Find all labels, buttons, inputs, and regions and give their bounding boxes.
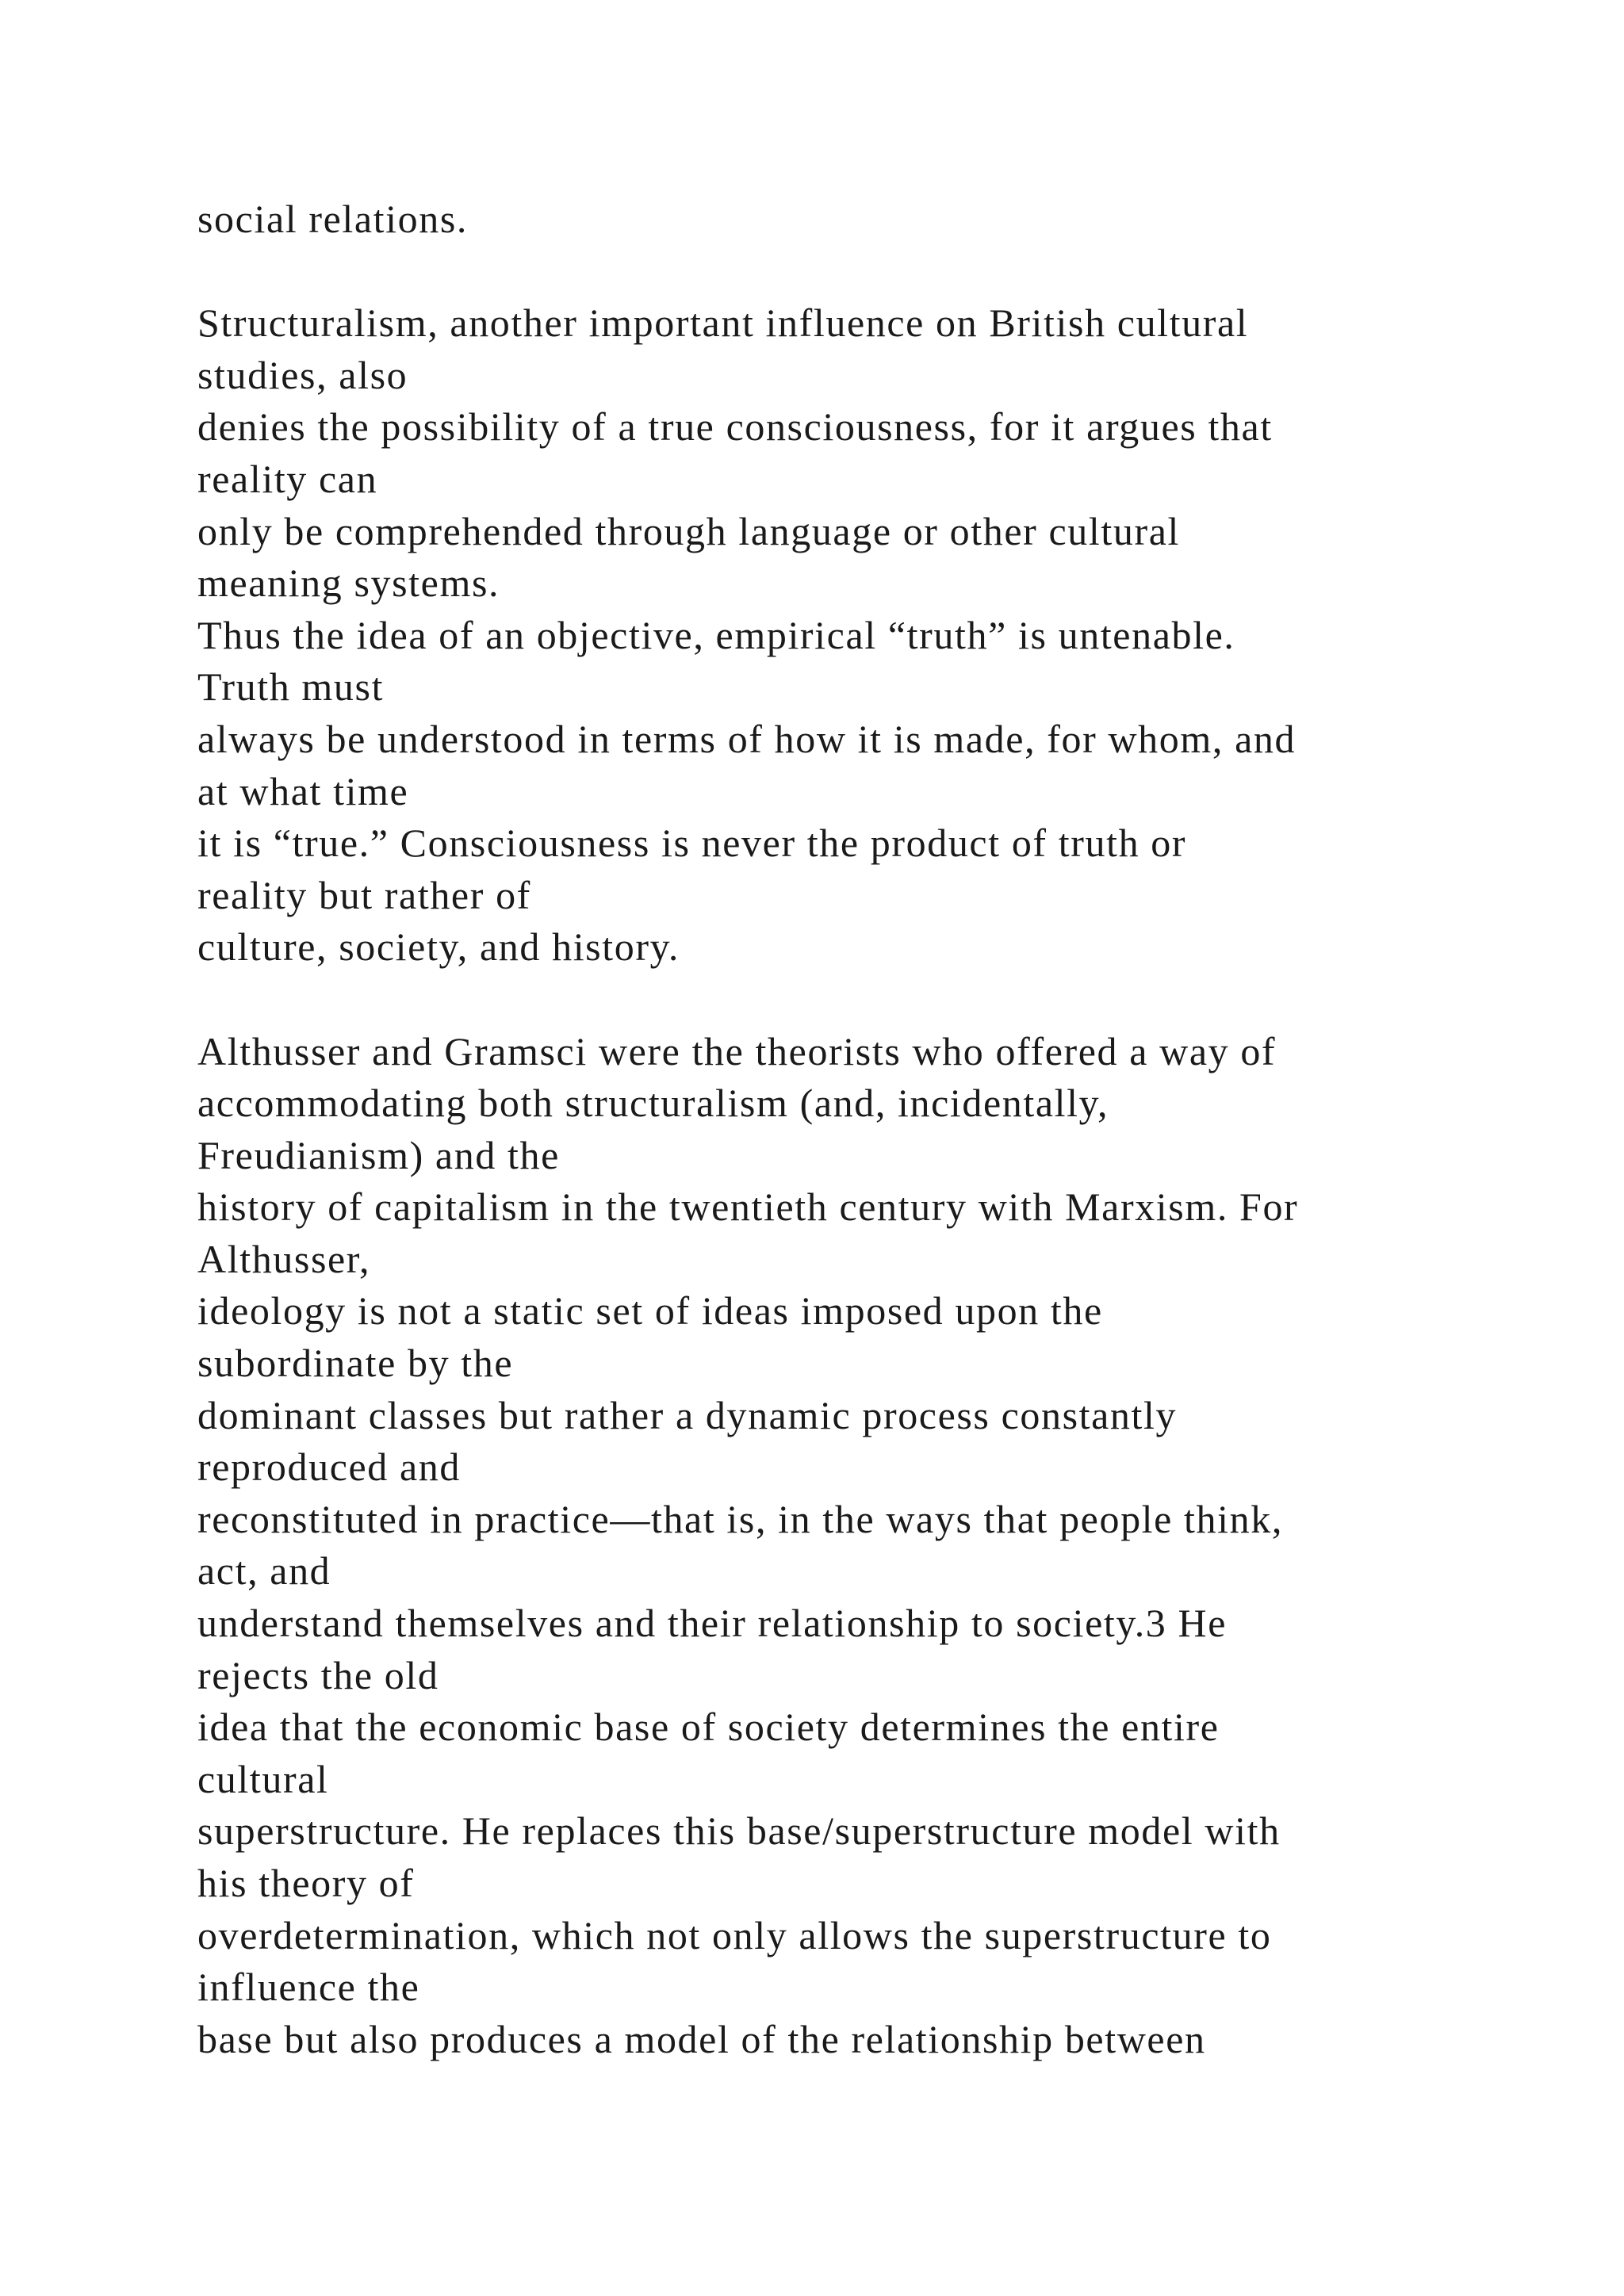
- text-line: always be understood in terms of how it is made, for whom, and: [197, 716, 1297, 761]
- text-line: act, and: [197, 1548, 331, 1594]
- text-line: Truth must: [197, 664, 385, 710]
- text-line: dominant classes but rather a dynamic process constantly: [197, 1392, 1178, 1437]
- text-line: Structuralism, another important influence on British cultural: [197, 300, 1249, 346]
- text-line: at what time: [197, 768, 409, 813]
- text-line: only be comprehended through language or other cultural: [197, 508, 1181, 553]
- text-line: reality can: [197, 456, 378, 501]
- text-line: social relations.: [197, 197, 468, 241]
- text-line: reproduced and: [197, 1445, 461, 1490]
- paragraph-break: [197, 246, 1545, 298]
- text-line: history of capitalism in the twentieth century with Marxism. For: [197, 1184, 1299, 1230]
- text-line: meaning systems.: [197, 561, 500, 606]
- text-line: it is “true.” Consciousness is never the product of truth or: [197, 821, 1187, 866]
- text-line: base but also produces a model of the relationship between: [197, 2016, 1206, 2061]
- text-line: understand themselves and their relationship to society.3 He: [197, 1601, 1228, 1646]
- body-text: [197, 193, 1545, 2065]
- text-line: ideology is not a static set of ideas imposed upon the: [197, 1288, 1103, 1334]
- text-line: influence the: [197, 1965, 420, 2010]
- text-line: subordinate by the: [197, 1341, 514, 1386]
- text-line: culture, society, and history.: [197, 924, 680, 970]
- text-line: Freudianism) and the: [197, 1132, 560, 1177]
- text-line: Althusser,: [197, 1236, 371, 1281]
- text-line: accommodating both structuralism (and, incidentally,: [197, 1081, 1109, 1126]
- text-line: Althusser and Gramsci were the theorists who offered a way of: [197, 1028, 1277, 1073]
- text-line: denies the possibility of a true consciousness, for it argues that: [197, 404, 1273, 450]
- text-line: cultural: [197, 1756, 329, 1801]
- text-line: his theory of: [197, 1861, 415, 1905]
- text-line: Thus the idea of an objective, empirical “truth” is untenable.: [197, 612, 1235, 657]
- text-line: reality but rather of: [197, 872, 531, 917]
- text-line: superstructure. He replaces this base/superstructure model with: [197, 1808, 1281, 1854]
- text-line: rejects the old: [197, 1652, 439, 1697]
- paragraph-break: [197, 974, 1545, 1026]
- text-line: idea that the economic base of society determines the entire: [197, 1705, 1220, 1750]
- text-line: studies, also: [197, 352, 408, 397]
- text-line: overdetermination, which not only allows the superstructure to: [197, 1912, 1272, 1957]
- text-line: reconstituted in practice—that is, in the ways that people think,: [197, 1496, 1283, 1541]
